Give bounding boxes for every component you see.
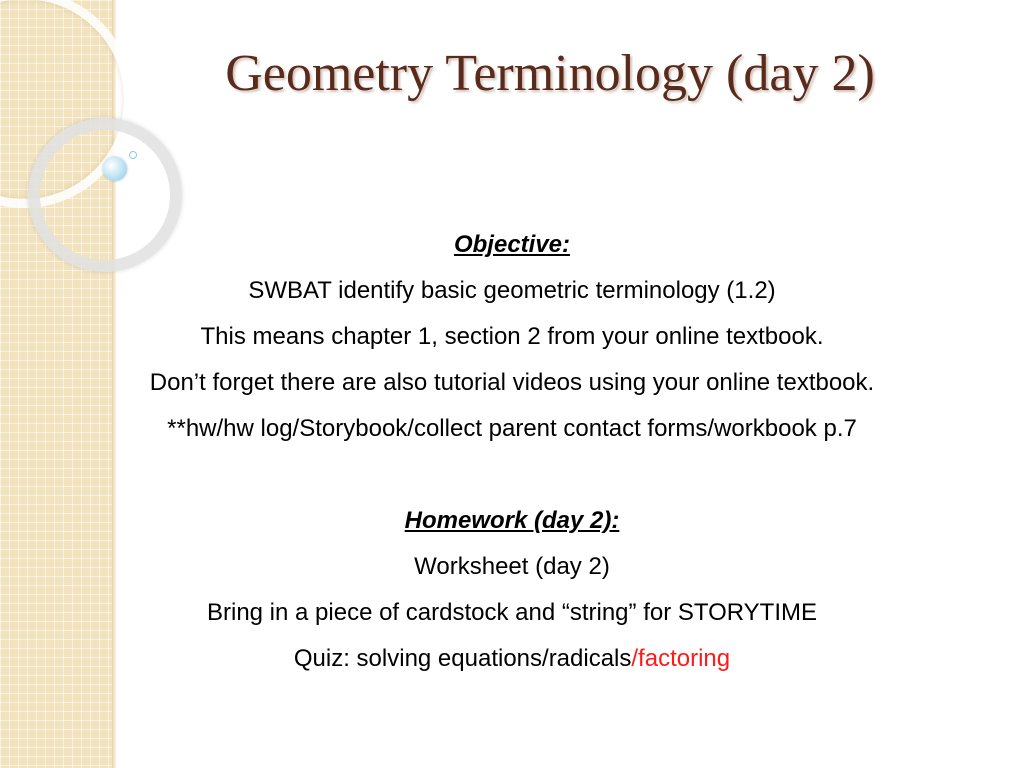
objective-line-3: Don’t forget there are also tutorial videos using your online textbook. <box>149 369 875 396</box>
objective-line-4: **hw/hw log/Storybook/collect parent contact forms/workbook p.7 <box>167 415 857 442</box>
homework-line-2: Bring in a piece of cardstock and “string” for STORYTIME <box>206 599 818 626</box>
decorative-small-bubble-icon <box>129 151 137 159</box>
quiz-line <box>10 636 1014 682</box>
homework-line-1: Worksheet (day 2) <box>414 553 610 580</box>
slide-title: Geometry Terminology (day 2) <box>225 45 875 102</box>
quiz-highlight-text: /factoring <box>631 645 731 672</box>
section-spacer <box>10 452 1014 498</box>
objective-heading: Objective: <box>453 231 571 258</box>
objective-line-2: This means chapter 1, section 2 from your online textbook. <box>200 323 824 350</box>
homework-heading: Homework (day 2): <box>404 507 620 534</box>
slide-body <box>10 222 1014 682</box>
decorative-bubble-icon <box>103 157 127 181</box>
objective-line-1: SWBAT identify basic geometric terminology (1.2) <box>248 277 776 304</box>
quiz-text: Quiz: solving equations/radicals <box>293 645 632 672</box>
